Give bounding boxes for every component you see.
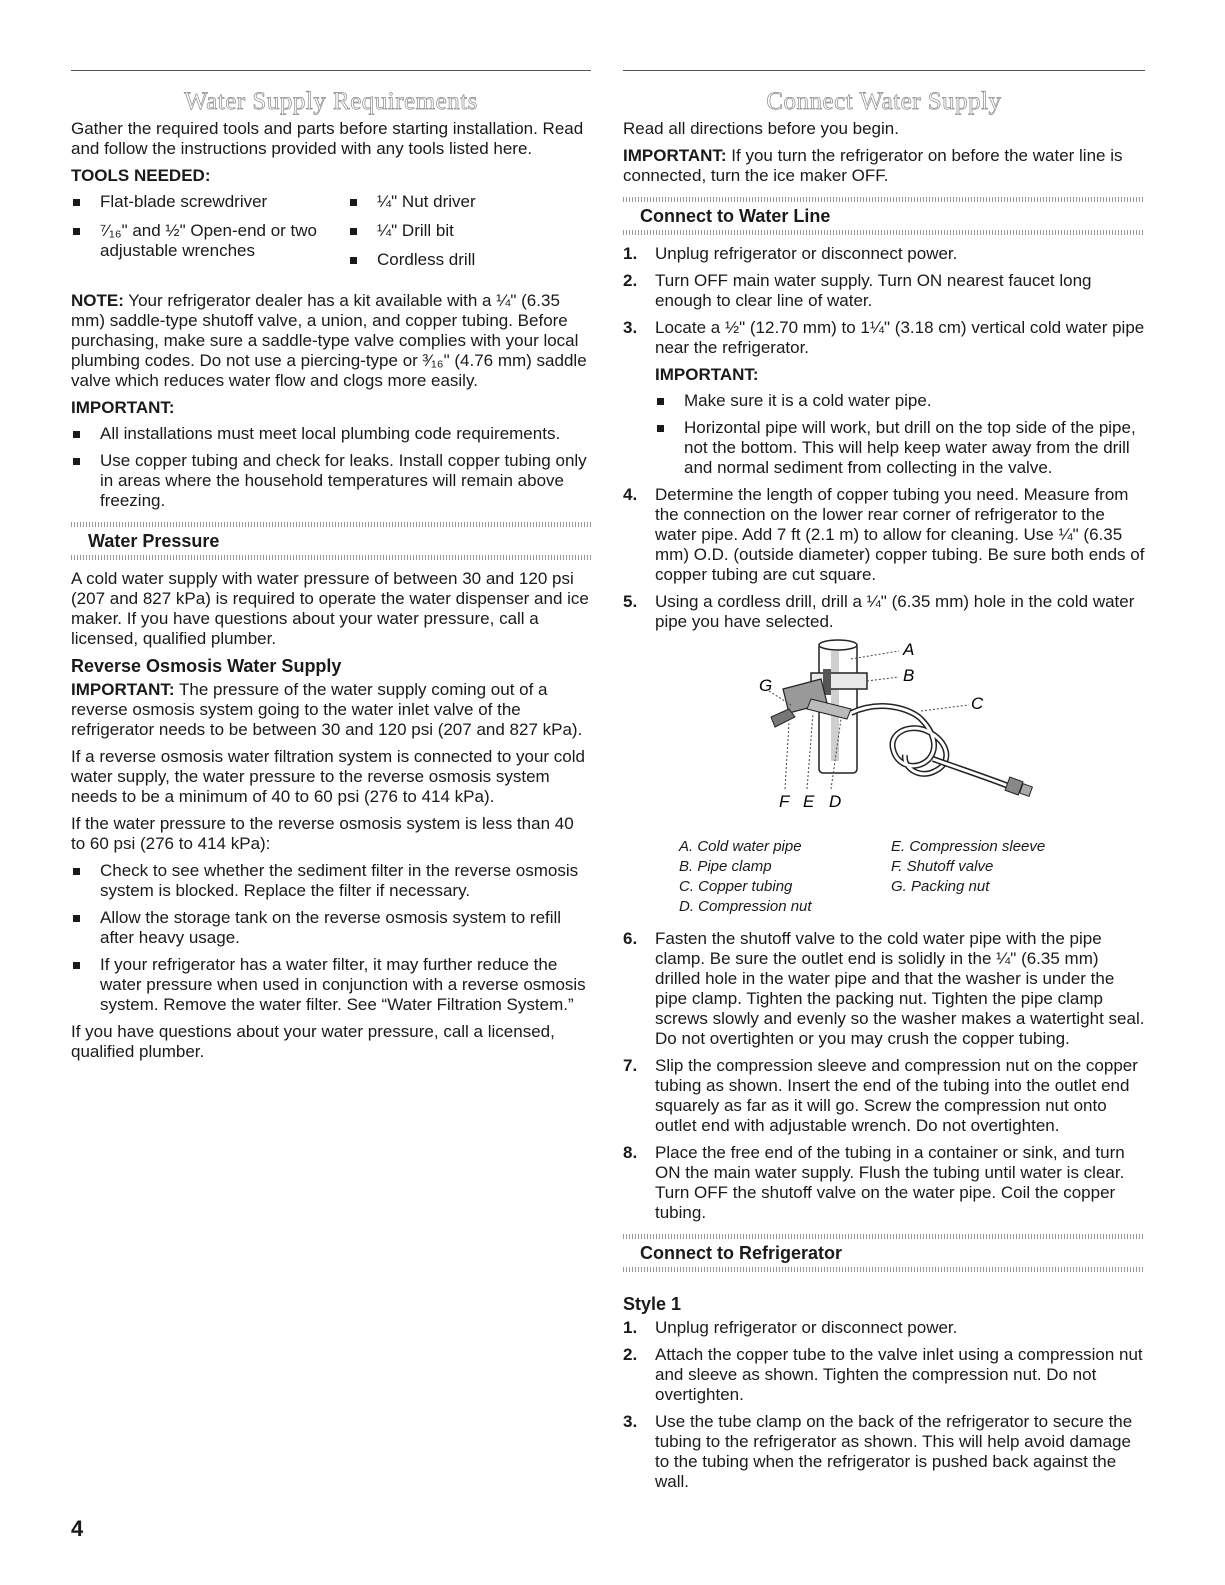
step xyxy=(623,1143,1145,1223)
connect-line-bar xyxy=(623,197,1145,235)
ro-item: Allow the storage tank on the reverse osmosis system to refill after heavy usage. xyxy=(71,908,591,948)
valve-illustration xyxy=(671,639,1091,833)
step-text: Turn OFF main water supply. Turn ON nearest faucet long enough to clear line of water. xyxy=(655,271,1092,310)
connect-fridge-heading: Connect to Refrigerator xyxy=(640,1243,843,1263)
intro-text: Read all directions before you begin. xyxy=(623,119,899,138)
important-label: IMPORTANT: xyxy=(623,146,727,165)
water-pressure-text: A cold water supply with water pressure of between 30 and 120 psi (207 and 827 kPa) is required to operate the water dispenser and ice maker. If you have questions about your water pressure, call a licensed, qualified plumber. xyxy=(71,569,589,648)
step-text: Attach the copper tube to the valve inlet using a compression nut and sleeve as shown. Tighten the compression nut. Do not overtighten. xyxy=(655,1345,1143,1404)
tools-list xyxy=(71,192,591,279)
legend-item: D. Compression nut xyxy=(679,898,812,915)
ro-important xyxy=(71,680,591,740)
tools-heading: TOOLS NEEDED: xyxy=(71,166,211,185)
ro-important-text: The pressure of the water supply coming out of a reverse osmosis system going to the water inlet valve of the refrigerator needs to be between 30 and 120 psi (207 and 827 kPa). xyxy=(71,680,583,739)
step-number: 8. xyxy=(623,1143,638,1162)
note-paragraph xyxy=(71,291,591,391)
right-column xyxy=(623,70,1145,1499)
step-number: 6. xyxy=(623,929,638,948)
note-label: NOTE: xyxy=(71,291,124,310)
connect-fridge-bar xyxy=(623,1234,1145,1272)
intro-text: Gather the required tools and parts before starting installation. Read and follow the instructions provided with any tools listed here. xyxy=(71,119,584,158)
step-number: 4. xyxy=(623,485,638,504)
label-c: C xyxy=(971,694,984,713)
shutoff-valve-diagram xyxy=(623,639,1145,833)
label-f: F xyxy=(779,792,790,811)
important-text: If you turn the refrigerator on before the water line is connected, turn the ice maker OFF. xyxy=(623,146,1123,185)
ro-item: If your refrigerator has a water filter, it may further reduce the water pressure when used in conjunction with a reverse osmosis system. Remove the water filter. See “Water Filtration System.” xyxy=(71,955,591,1015)
step-text: Unplug refrigerator or disconnect power. xyxy=(655,1318,958,1337)
step-text: Use the tube clamp on the back of the refrigerator to secure the tubing to the refrigerator as shown. This will help avoid damage to the tubing when the refrigerator is pushed back against the wall. xyxy=(655,1412,1133,1491)
label-a: A xyxy=(903,640,915,659)
left-column xyxy=(71,70,591,1069)
style-heading: Style 1 xyxy=(623,1294,682,1314)
connect-line-heading: Connect to Water Line xyxy=(640,206,831,226)
tool-item: ⁷⁄₁₆" and ½" Open-end or two adjustable wrenches xyxy=(71,221,348,261)
label-d: D xyxy=(829,792,842,811)
tool-item: ¼" Nut driver xyxy=(348,192,588,212)
page-number: 4 xyxy=(71,1516,84,1541)
step xyxy=(623,244,1145,264)
step-number: 7. xyxy=(623,1056,638,1075)
step xyxy=(623,592,1145,632)
label-g: G xyxy=(759,676,773,695)
step xyxy=(623,1056,1145,1136)
important-item: All installations must meet local plumbing code requirements. xyxy=(71,424,591,444)
tool-item: Cordless drill xyxy=(348,250,588,270)
ro-item: Check to see whether the sediment filter in the reverse osmosis system is blocked. Replace the filter if necessary. xyxy=(71,861,591,901)
closing-text: If you have questions about your water pressure, call a licensed, qualified plumber. xyxy=(71,1022,555,1061)
tool-item: Flat-blade screwdriver xyxy=(71,192,348,212)
step-number: 1. xyxy=(623,244,638,263)
legend-item: E. Compression sleeve xyxy=(891,838,1046,855)
diagram-legend xyxy=(679,837,1145,917)
label-e: E xyxy=(803,792,815,811)
step xyxy=(623,318,1145,358)
label-b: B xyxy=(903,666,915,685)
ro-paragraph: If a reverse osmosis water filtration system is connected to your cold water supply, the water pressure to the reverse osmosis system needs to be a minimum of 40 to 60 psi (276 to 414 kPa). xyxy=(71,747,585,806)
water-pressure-heading: Water Pressure xyxy=(88,531,220,551)
step xyxy=(623,485,1145,585)
step-text: Locate a ½" (12.70 mm) to 1¼" (3.18 cm) vertical cold water pipe near the refrigerator. xyxy=(655,318,1145,357)
legend-item: B. Pipe clamp xyxy=(679,858,772,875)
step3-item: Horizontal pipe will work, but drill on the top side of the pipe, not the bottom. This will help keep water away from the drill and normal sediment from collecting in the valve. xyxy=(655,418,1145,478)
important-item: Use copper tubing and check for leaks. Install copper tubing only in areas where the household temperatures will remain above freezing. xyxy=(71,451,591,511)
section-title: Water Supply Requirements xyxy=(184,88,478,115)
top-rule xyxy=(623,70,1145,71)
step3-important-heading: IMPORTANT: xyxy=(655,365,759,384)
ro-important-label: IMPORTANT: xyxy=(71,680,175,699)
step-text: Fasten the shutoff valve to the cold water pipe with the pipe clamp. Be sure the outlet end is solidly in the ¼" (6.35 mm) drilled hole in the water pipe and that the washer is under the pipe clamp. Tighten the packing nut. Tighten the pipe clamp screws slowly and evenly so the washer makes a watertight seal. Do not overtighten or you may crush the copper tubing. xyxy=(655,929,1145,1048)
step-text: Slip the compression sleeve and compression nut on the copper tubing as shown. Insert the end of the tubing into the outlet end squarely as far as it will go. Screw the compression nut onto outlet end with adjustable wrench. Do not overtighten. xyxy=(655,1056,1138,1135)
step xyxy=(623,1345,1145,1405)
step3-item: Make sure it is a cold water pipe. xyxy=(655,391,1145,411)
legend-item: A. Cold water pipe xyxy=(679,838,802,855)
ro-heading: Reverse Osmosis Water Supply xyxy=(71,656,342,676)
important-heading: IMPORTANT: xyxy=(71,398,175,417)
ro-paragraph: If the water pressure to the reverse osmosis system is less than 40 to 60 psi (276 to 414 kPa): xyxy=(71,814,574,853)
step xyxy=(623,1318,1145,1338)
legend-item: C. Copper tubing xyxy=(679,878,793,895)
step xyxy=(623,271,1145,311)
section-title: Connect Water Supply xyxy=(766,88,1002,115)
legend-item: F. Shutoff valve xyxy=(891,858,994,875)
step xyxy=(623,1412,1145,1492)
step-number: 2. xyxy=(623,271,638,290)
step xyxy=(623,929,1145,1049)
step-text: Place the free end of the tubing in a container or sink, and turn ON the main water supply. Flush the tubing until water is clear. Turn OFF the shutoff valve on the water pipe. Coil the copper tubing. xyxy=(655,1143,1125,1222)
water-pressure-bar xyxy=(71,522,591,560)
step-text: Using a cordless drill, drill a ¼" (6.35 mm) hole in the cold water pipe you have selected. xyxy=(655,592,1135,631)
note-text: Your refrigerator dealer has a kit available with a ¼" (6.35 mm) saddle-type shutoff valve, a union, and copper tubing. Before purchasing, make sure a saddle-type valve complies with your local plumbing codes. Do not use a piercing-type or ³⁄₁₆" (4.76 mm) saddle valve which reduces water flow and clogs more easily. xyxy=(71,291,587,390)
step-number: 3. xyxy=(623,318,638,337)
step-number: 3. xyxy=(623,1412,638,1431)
top-rule xyxy=(71,70,591,71)
step-text: Unplug refrigerator or disconnect power. xyxy=(655,244,958,263)
legend-item: G. Packing nut xyxy=(891,878,990,895)
step-text: Determine the length of copper tubing you need. Measure from the connection on the lower rear corner of refrigerator to the water pipe. Add 7 ft (2.1 m) to allow for cleaning. Use ¼" (6.35 mm) O.D. (outside diameter) copper tubing. Be sure both ends of copper tubing are cut square. xyxy=(655,485,1145,584)
step-number: 1. xyxy=(623,1318,638,1337)
tool-item: ¼" Drill bit xyxy=(348,221,588,241)
step-number: 2. xyxy=(623,1345,638,1364)
step-number: 5. xyxy=(623,592,638,611)
important-paragraph xyxy=(623,146,1145,186)
